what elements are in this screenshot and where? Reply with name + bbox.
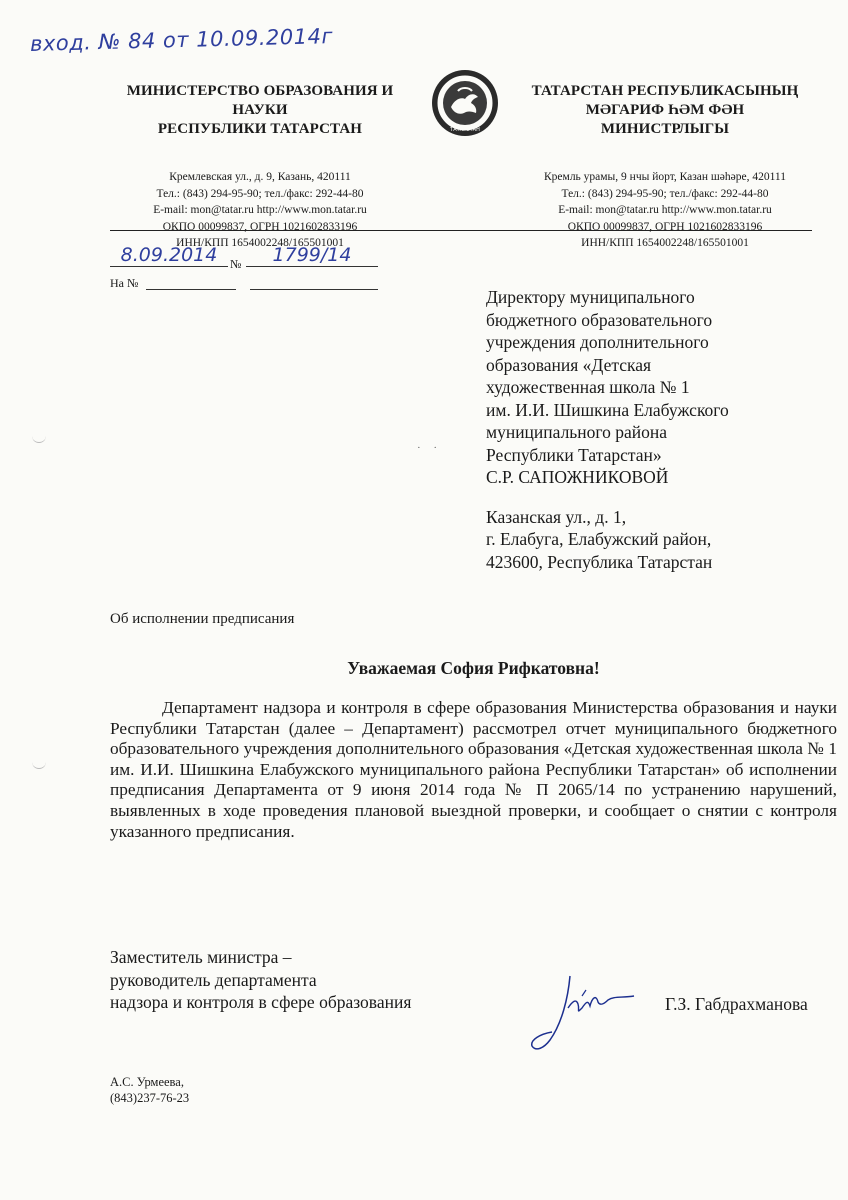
header-right-block <box>520 82 810 252</box>
addressee-line: образования «Детская <box>486 354 652 375</box>
ministry-okpo-tatar: ОКПО 00099837, ОГРН 1021602833196 <box>567 220 763 233</box>
ministry-title-line2: РЕСПУБЛИКИ ТАТАРСТАН <box>157 121 363 137</box>
reference-line <box>110 276 380 292</box>
ministry-inn-tatar: ИНН/КПП 1654002248/165501001 <box>581 237 749 249</box>
addressee-address <box>486 506 816 574</box>
addressee-address-line: 423600, Республика Татарстан <box>486 551 713 572</box>
addressee-block <box>486 286 816 573</box>
addressee-line: муниципального района <box>486 422 668 442</box>
addressee-line: учреждения дополнительного <box>486 332 709 352</box>
signatory-name: Г.З. Габдрахманова <box>665 994 808 1014</box>
addressee-line: бюджетного образовательного <box>486 309 713 330</box>
ministry-address-tatar: Кремль урамы, 9 нчы йорт, Казан шәһәре, 420111 <box>544 171 786 183</box>
punch-hole-mark <box>32 762 46 769</box>
addressee-address-line: г. Елабуга, Елабужский район, <box>486 529 712 549</box>
executor-phone: (843)237-76-23 <box>110 1091 190 1105</box>
salutation: Уважаемая София Рифкатовна! <box>347 658 600 678</box>
ministry-inn: ИНН/КПП 1654002248/165501001 <box>176 237 344 249</box>
ministry-title-tatar-line1: ТАТАРСТАН РЕСПУБЛИКАСЫНЫҢ <box>531 83 799 99</box>
handwritten-signature <box>522 968 662 1058</box>
signatory-line1: Заместитель министра – <box>110 947 292 967</box>
ministry-title-tatar-line2: МӘГАРИФ ҺӘМ ФӘН МИНИСТРЛЫГЫ <box>585 102 745 137</box>
addressee-address-line: Казанская ул., д. 1, <box>486 506 627 527</box>
addressee-line: Директору муниципального <box>486 287 695 307</box>
letter-body: Департамент надзора и контроля в сфере образования Министерства образования и науки Республики Татарстан (далее – Департамент) рассмотрел отчет муниципального бюджетного образовательного учреждения дополнительного образования «Детская художественная школа № 1 им. И.И. Шишкина Елабужского муниципального района Республики Татарстан» об исполнении предписания Департамента от 9 июня 2014 года № П 2065/14 по устранению нарушений, выявленных в ходе проведения плановой выездной проверки, и сообщает о снятии с контроля указанного предписания. <box>110 698 837 841</box>
registration-number: 1799/14 <box>246 244 378 267</box>
reference-blank <box>146 289 236 290</box>
addressee-line: им. И.И. Шишкина Елабужского <box>486 399 729 420</box>
ministry-title-line1: МИНИСТЕРСТВО ОБРАЗОВАНИЯ И НАУКИ <box>126 83 394 118</box>
reference-date-blank <box>250 289 378 290</box>
addressee-lines <box>486 286 816 489</box>
stray-dots: · · <box>417 442 443 454</box>
signatory-line3: надзора и контроля в сфере образования <box>110 992 412 1012</box>
registration-number-label: № <box>230 257 242 271</box>
registration-date: 8.09.2014 <box>110 244 228 267</box>
addressee-line: Республики Татарстан» <box>486 444 662 465</box>
header-divider <box>110 230 812 231</box>
tatarstan-emblem-icon <box>431 69 499 137</box>
signatory-position <box>110 946 411 1014</box>
punch-hole-mark <box>32 436 46 443</box>
ministry-okpo: ОКПО 00099837, ОГРН 1021602833196 <box>162 220 358 233</box>
reference-label: На № <box>110 276 139 290</box>
letter-subject: Об исполнении предписания <box>110 611 295 627</box>
ministry-email-tatar: E-mail: mon@tatar.ru http://www.mon.tatar.ru <box>558 204 772 216</box>
ministry-address: Кремлевская ул., д. 9, Казань, 420111 <box>169 171 351 183</box>
ministry-phone: Тел.: (843) 294-95-90; тел./факс: 292-44-80 <box>156 187 364 200</box>
header-left-block <box>110 82 410 252</box>
signatory-line2: руководитель департамента <box>110 969 317 990</box>
emblem-caption: ТАТАРСТАН <box>450 127 480 133</box>
executor-name: А.С. Урмеева, <box>110 1075 184 1089</box>
ministry-email: E-mail: mon@tatar.ru http://www.mon.tatar.ru <box>153 204 367 216</box>
incoming-registration-note: вход. № 84 от 10.09.2014г <box>29 24 334 56</box>
executor-block <box>110 1074 189 1106</box>
addressee-line: художественная школа № 1 <box>486 377 690 397</box>
addressee-line: С.Р. САПОЖНИКОВОЙ <box>486 467 669 487</box>
ministry-phone-tatar: Тел.: (843) 294-95-90; тел./факс: 292-44-80 <box>561 187 769 200</box>
